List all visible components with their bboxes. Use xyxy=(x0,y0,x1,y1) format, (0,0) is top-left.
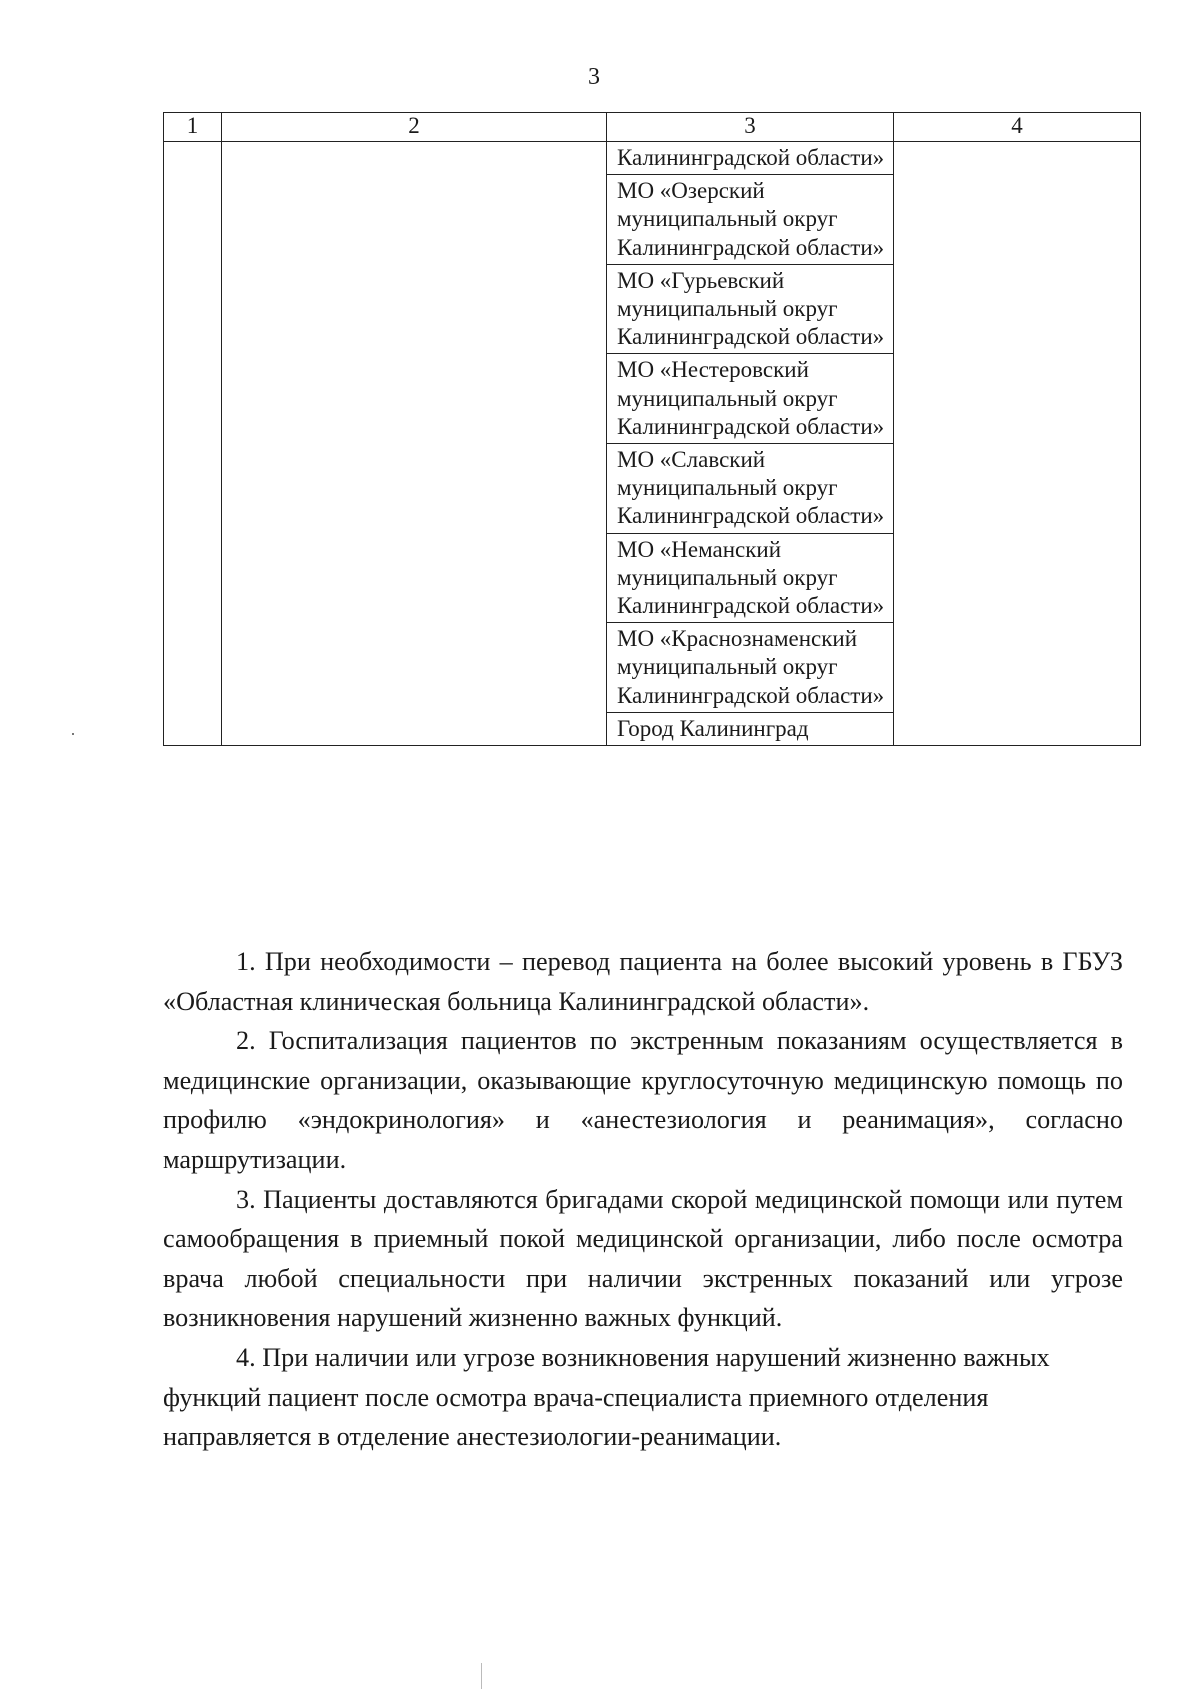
municipality-cell: МО «Славский муниципальный округ Калининградской области» xyxy=(607,444,894,534)
municipality-cell: МО «Краснознаменский муниципальный округ Калининградской области» xyxy=(607,623,894,713)
column-header-3: 3 xyxy=(607,113,894,142)
scan-speck xyxy=(72,733,74,735)
page-number: 3 xyxy=(588,64,600,90)
column-4-cell xyxy=(894,142,1141,746)
municipality-cell: МО «Гурьевский муниципальный округ Калининградской области» xyxy=(607,264,894,354)
municipality-cell: МО «Нестеровский муниципальный округ Калининградской области» xyxy=(607,354,894,444)
column-1-cell xyxy=(164,142,222,746)
column-2-cell xyxy=(222,142,607,746)
municipality-cell: Калининградской области» xyxy=(607,142,894,175)
scan-fold-mark xyxy=(481,1663,482,1689)
column-header-1: 1 xyxy=(164,113,222,142)
municipality-cell: МО «Озерский муниципальный округ Калининградской области» xyxy=(607,175,894,265)
paragraph-2: 2. Госпитализация пациентов по экстренным показаниям осуществляется в медицинские организации, оказывающие круглосуточную медицинскую помощь по профилю «эндокринология» и «анестезиология и реанимация», согласно маршрутизации. xyxy=(163,1026,1123,1174)
paragraph-3: 3. Пациенты доставляются бригадами скорой медицинской помощи или путем самообращения в приемный покой медицинской организации, либо после осмотра врача любой специальности при наличии экстренных показаний или угрозе возникновения нарушений жизненно важных функций. xyxy=(163,1184,1123,1333)
paragraph-1: 1. При необходимости – перевод пациента на более высокий уровень в ГБУЗ «Областная клиническая больница Калининградской области». xyxy=(163,947,1123,1016)
paragraph-4: 4. При наличии или угрозе возникновения нарушений жизненно важных функций пациент после осмотра врача-специалиста приемного отделения направляется в отделение анестезиологии-реанимации. xyxy=(163,1342,1050,1452)
table-header-row xyxy=(164,113,1141,142)
routing-table xyxy=(163,112,1141,746)
municipality-cell: МО «Неманский муниципальный округ Калининградской области» xyxy=(607,533,894,623)
body-text xyxy=(163,942,1123,1457)
municipality-cell: Город Калининград xyxy=(607,712,894,745)
column-header-4: 4 xyxy=(894,113,1141,142)
column-header-2: 2 xyxy=(222,113,607,142)
table-row xyxy=(164,142,1141,175)
